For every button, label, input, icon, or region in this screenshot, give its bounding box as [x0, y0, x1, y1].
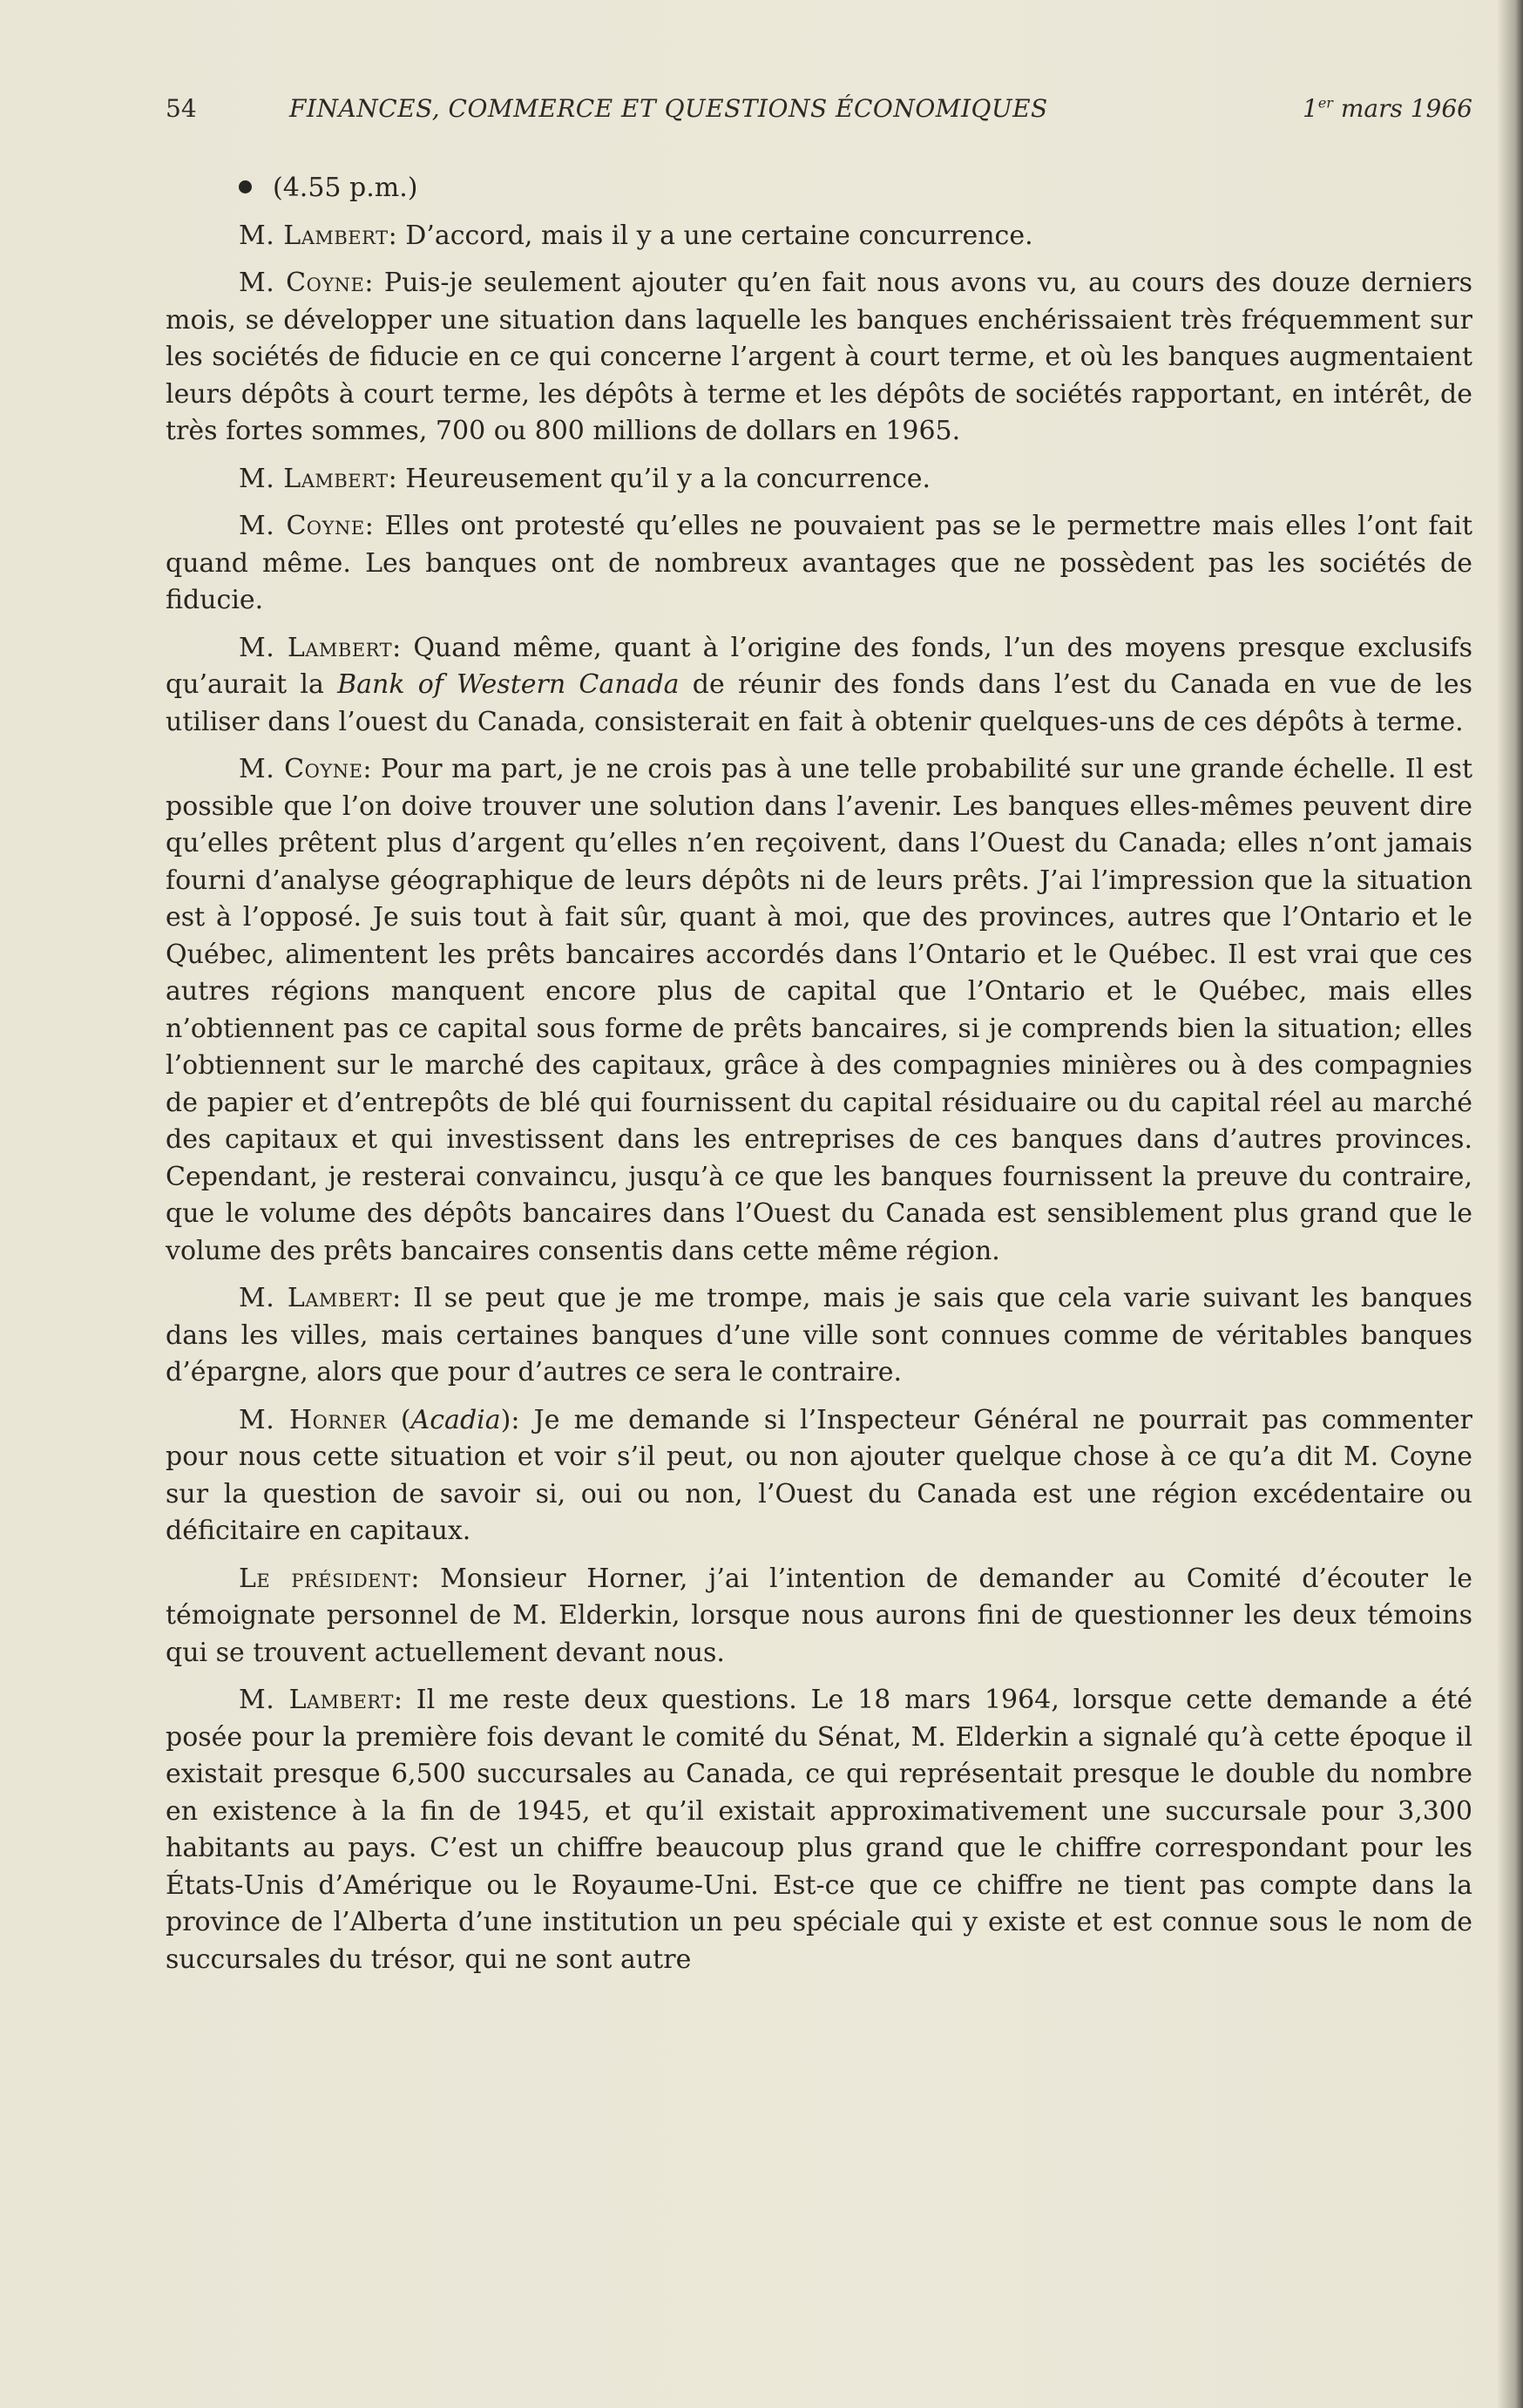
time-stamp-line [166, 170, 1472, 207]
bullet-icon [239, 180, 252, 193]
speaker-riding: Acadia [410, 1404, 501, 1435]
speaker-name: M. Horner [239, 1404, 387, 1435]
transcript-body [166, 170, 1472, 1989]
paragraph-5 [166, 630, 1472, 742]
bank-name: Bank of Western Canada [337, 669, 680, 700]
page-header [166, 94, 1472, 132]
speaker-name: M. Coyne [239, 511, 365, 541]
speaker-name: M. Lambert [239, 1685, 394, 1715]
paragraph-1 [166, 218, 1472, 255]
paragraph-7 [166, 1280, 1472, 1392]
paragraph-text: : Puis-je seulement ajouter qu’en fait nous avons vu, au cours des douze derniers mois, se développer une situation dans laquelle les banques enchérissaient très fréquemment sur les sociétés de fiducie en ce qui concerne l’argent à court terme, et où les banques augmentaient leurs dépôts à court terme, les dépôts à terme et les dépôts de sociétés rapportant, en intérêt, de très fortes sommes, 700 ou 800 millions de dollars en 1965. [166, 268, 1473, 446]
paragraph-text: : Quand même, quant à l’origine des fonds, l’un des moyens presque exclusifs qu’aurait la [166, 632, 1472, 700]
speaker-riding-open: ( [386, 1404, 411, 1435]
speaker-name: M. Lambert [239, 632, 393, 663]
paragraph-text: : Il se peut que je me trompe, mais je sais que cela varie suivant les banques dans les villes, mais certaines banques d’une ville sont connues comme de véritables banques d’épargne, alors que pour d’autres ce sera le contraire. [166, 1283, 1472, 1387]
paragraph-text: : D’accord, mais il y a une certaine concurrence. [388, 220, 1033, 251]
speaker-name: M. Coyne [239, 754, 363, 784]
paragraph-9 [166, 1561, 1472, 1672]
paragraph-text: ): Je me demande si l’Inspecteur Général ne pourrait pas commenter pour nous cette situation et voir s’il peut, ou non ajouter quelque chose à ce qu’a dit M. Coyne sur la question de savoir si, oui ou non, l’Ouest du Canada est une région excédentaire ou déficitaire en capitaux. [166, 1404, 1472, 1546]
paragraph-text: : Elles ont protesté qu’elles ne pouvaient pas se le permettre mais elles l’ont fait quand même. Les banques ont de nombreux avantages que ne possèdent pas les sociétés de fiducie. [166, 511, 1473, 615]
date-superscript: er [1317, 94, 1333, 112]
page-number: 54 [166, 94, 197, 123]
speaker-name: M. Lambert [239, 1283, 393, 1313]
page-edge-shadow [1497, 0, 1523, 2408]
speaker-name: M. Lambert [239, 220, 389, 251]
speaker-name: Le président [239, 1563, 411, 1594]
paragraph-text: : Monsieur Horner, j’ai l’intention de demander au Comité d’écouter le témoignate personnel de M. Elderkin, lorsque nous aurons fini de questionner les deux témoins qui se trouvent actuellement devant nous. [166, 1563, 1472, 1668]
running-title: FINANCES, COMMERCE ET QUESTIONS ÉCONOMIQUES [289, 94, 1048, 123]
paragraph-text-continued: de réunir des fonds dans l’est du Canada en vue de les utiliser dans l’ouest du Canada, consisterait en fait à obtenir quelques-uns de ces dépôts à terme. [166, 669, 1473, 737]
paragraph-8 [166, 1402, 1472, 1550]
paragraph-4 [166, 508, 1472, 620]
paragraph-text: : Il me reste deux questions. Le 18 mars 1964, lorsque cette demande a été posée pour la première fois devant le comité du Sénat, M. Elderkin a signalé qu’à cette époque il existait presque 6,500 succursales au Canada, ce qui représentait presque le double du nombre en existence à la fin de 1945, et qu’il existait approximativement une succursale pour 3,300 habitants au pays. C’est un chiffre beaucoup plus grand que le chiffre correspondant pour les États-Unis d’Amérique ou le Royaume-Uni. Est-ce que ce chiffre ne tient pas compte dans la province de l’Alberta d’une institution un peu spéciale qui y existe et est connue sous le nom de succursales du trésor, qui ne sont autre [166, 1685, 1473, 1975]
date-day: 1 [1302, 94, 1318, 123]
paragraph-3 [166, 461, 1472, 499]
speaker-name: M. Lambert [239, 463, 389, 494]
speaker-name: M. Coyne [239, 268, 365, 298]
paragraph-6 [166, 751, 1472, 1270]
header-date [1303, 94, 1472, 123]
time-stamp: (4.55 p.m.) [273, 173, 418, 203]
paragraph-10 [166, 1682, 1472, 1978]
date-month-year: mars 1966 [1332, 94, 1472, 123]
paragraph-2 [166, 265, 1472, 451]
paragraph-text: : Heureusement qu’il y a la concurrence. [388, 463, 931, 494]
paragraph-text: : Pour ma part, je ne crois pas à une telle probabilité sur une grande échelle. Il est possible que l’on doive trouver une solution dans l’avenir. Les banques elles-mêmes peuvent dire qu’elles prêtent plus d’argent qu’elles n’en reçoivent, dans l’Ouest du Canada; elles n’ont jamais fourni d’analyse géographique de leurs dépôts ni de leurs prêts. J’ai l’impression que la situation est à l’opposé. Je suis tout à fait sûr, quant à moi, que des provinces, autres que l’Ontario et le Québec, alimentent les prêts bancaires accordés dans l’Ontario et le Québec. Il est vrai que ces autres régions manquent encore plus de capital que l’Ontario et le Québec, mais elles n’obtiennent pas ce capital sous forme de prêts bancaires, si je comprends bien la situation; elles l’obtiennent sur le marché des capitaux, grâce à des compagnies minières ou à des compagnies de papier et d’entrepôts de blé qui fournissent du capital résiduaire ou du capital réel au marché des capitaux et qui investissent dans les entreprises de ces banques dans d’autres provinces. Cependant, je resterai convaincu, jusqu’à ce que les banques fournissent la preuve du contraire, que le volume des dépôts bancaires dans l’Ouest du Canada est sensiblement plus grand que le volume des prêts bancaires consentis dans cette même région. [166, 754, 1472, 1266]
